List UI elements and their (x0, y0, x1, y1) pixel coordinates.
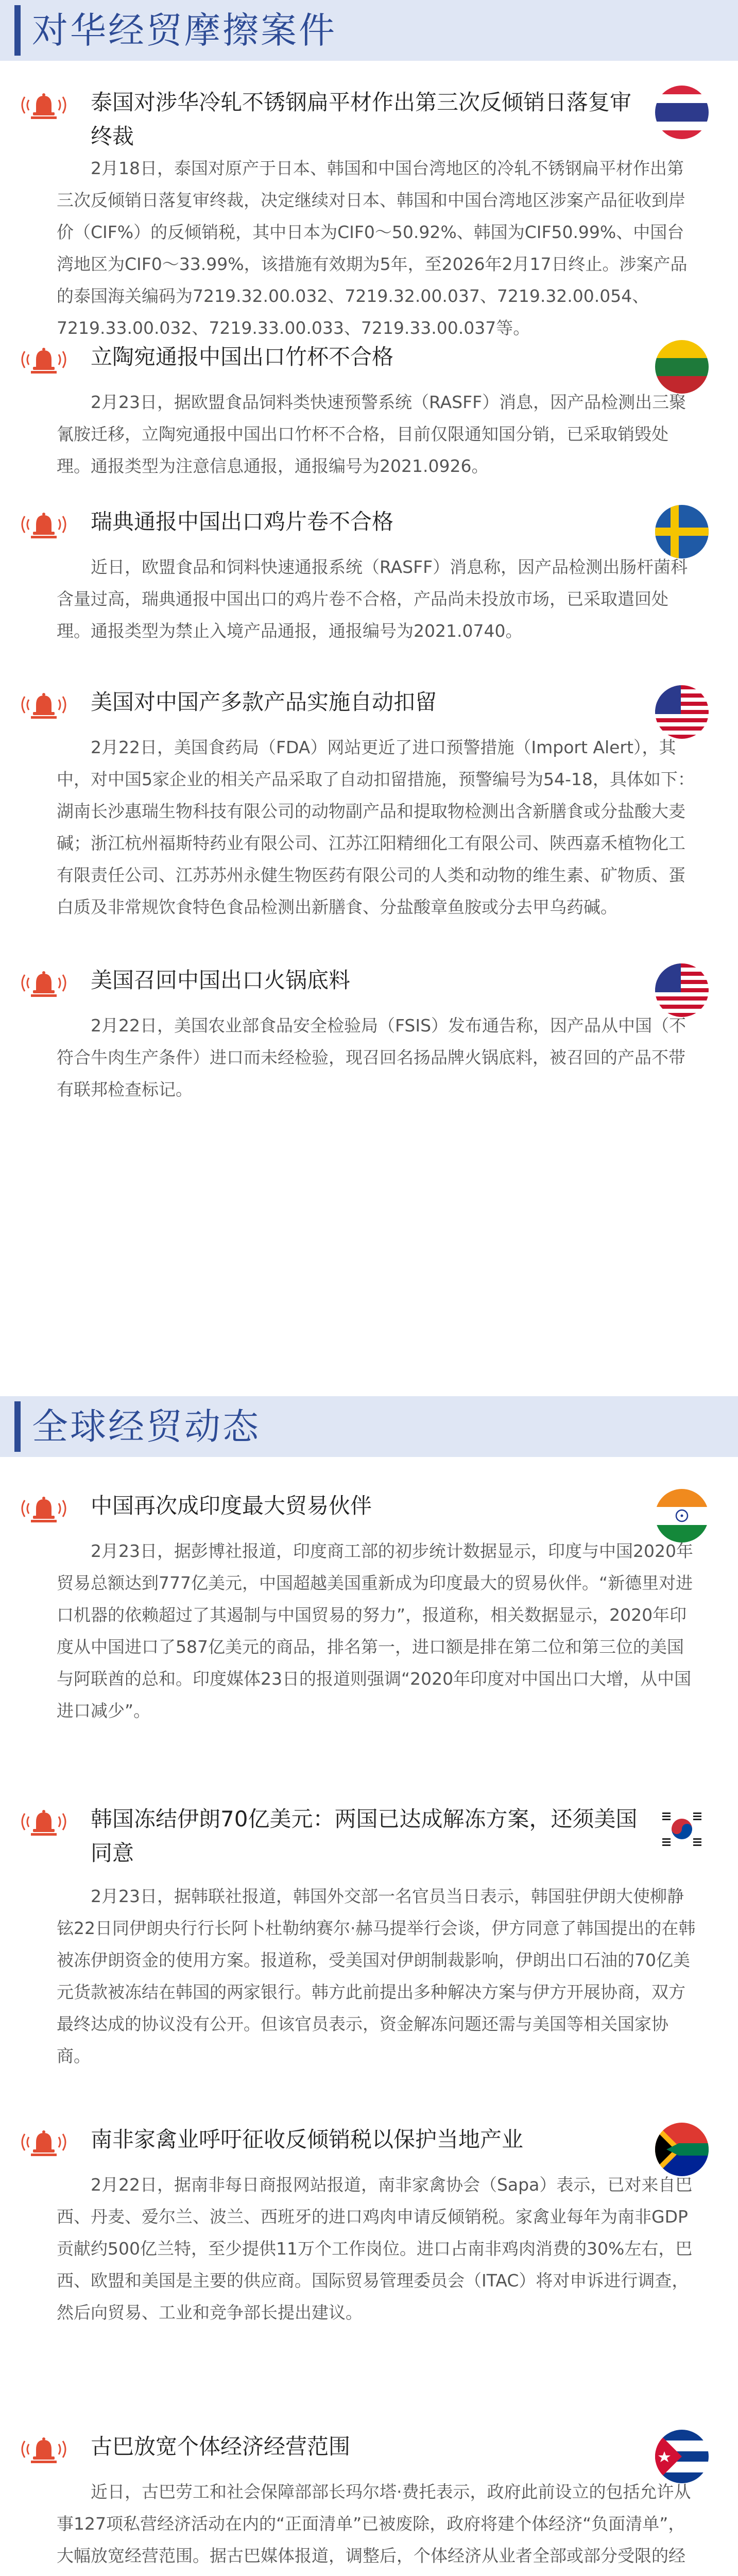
usa-flag-icon (655, 685, 709, 739)
section-header-bar (14, 5, 21, 56)
usa-flag-icon (655, 963, 709, 1017)
alarm-bell-icon (15, 344, 72, 375)
thailand-flag-icon (655, 86, 709, 139)
section-header-trade-friction (0, 0, 738, 61)
alarm-bell-icon (15, 90, 72, 121)
section-title: 对华经贸摩擦案件 (32, 9, 337, 52)
lithuania-flag-icon (655, 340, 709, 394)
news-body: 近日，古巴劳工和社会保障部部长玛尔塔·费托表示，政府此前设立的包括允许从事127项私营经济活动在内的“正面清单”已被废除，政府将建个体经济“负面清单”，大幅放宽经营范围。据古巴媒体报道，调整后，个体经济从业者全部或部分受限的经 (57, 2482, 691, 2566)
alarm-bell-icon (15, 2434, 72, 2465)
news-item (0, 86, 738, 338)
news-item (0, 505, 738, 641)
alarm-bell-icon (15, 1806, 72, 1837)
india-flag-icon (655, 1489, 709, 1543)
news-item (0, 1489, 738, 1721)
news-body: 2月22日，美国农业部食品安全检验局（FSIS）发布通告称，因产品从中国（不符合牛肉生产条件）进口而未经检验，现召回名扬品牌火锅底料，被召回的产品不带有联邦检查标记。 (57, 1015, 686, 1099)
news-item (0, 340, 738, 476)
news-body: 2月22日，美国食药局（FDA）网站更近了进口预警措施（Import Alert），其中，对中国5家企业的相关产品采取了自动扣留措施，预警编号为54-18，具体如下：湖南长沙惠瑞生物科技有限公司的动物副产品和提取物检测出含新膳食或分盐酸大麦碱；浙江杭州福斯特药业有限公司、江苏江阳精细化工有限公司、陕西嘉禾植物化工有限责任公司、江苏苏州永健生物医药有限公司的人类和动物的维生素、矿物质、蛋白质及非常规饮食特色食品检测出新膳食、分盐酸章鱼胺或分去甲乌药碱。 (57, 737, 695, 917)
korea-flag-icon (655, 1802, 709, 1856)
news-title: 瑞典通报中国出口鸡片卷不合格 (91, 509, 394, 534)
alarm-bell-icon (15, 968, 72, 998)
news-body: 2月18日，泰国对原产于日本、韩国和中国台湾地区的冷轧不锈钢扁平材作出第三次反倾销日落复审终裁，决定继续对日本、韩国和中国台湾地区涉案产品征收到岸价（CIF%）的反倾销税，其中日本为CIF0～50.92%、韩国为CIF50.99%、中国台湾地区为CIF0～33.99%，该措施有效期为5年，至2026年2月17日终止。涉案产品的泰国海关编码为7219.32.00.032、7219.32.00.037、7219.32.00.054、7219.33.00.032、7219.33.00.033、7219.33.00.037等。 (57, 158, 688, 338)
news-title: 立陶宛通报中国出口竹杯不合格 (91, 344, 394, 369)
news-body: 2月23日，据韩联社报道，韩国外交部一名官员当日表示，韩国驻伊朗大使柳静铉22日同伊朗央行行长阿卜杜勒纳赛尔·赫马提举行会谈，伊方同意了韩国提出的在韩被冻伊朗资金的使用方案。报道称，受美国对伊朗制裁影响，伊朗出口石油的70亿美元货款被冻结在韩国的两家银行。韩方此前提出多种解决方案与伊方开展协商，双方最终达成的协议没有公开。但该官员表示，资金解冻问题还需与美国等相关国家协商。 (57, 1886, 696, 2066)
news-title: 韩国冻结伊朗70亿美元：两国已达成解冻方案，还须美国同意 (91, 1806, 638, 1866)
news-body: 2月23日，据彭博社报道，印度商工部的初步统计数据显示，印度与中国2020年贸易总额达到777亿美元，中国超越美国重新成为印度最大的贸易伙伴。“新德里对进口机器的依赖超过了其遏制与中国贸易的努力”，报道称，相关数据显示，2020年印度从中国进口了587亿美元的商品，排名第一，进口额是排在第二位和第三位的美国与阿联酋的总和。印度媒体23日的报道则强调“2020年印度对中国出口大增，从中国进口减少”。 (57, 1541, 693, 1721)
cuba-flag-icon (655, 2430, 709, 2483)
alarm-bell-icon (15, 509, 72, 540)
news-item (0, 963, 738, 1099)
news-body: 2月23日，据欧盟食品饲料类快速预警系统（RASFF）消息，因产品检测出三聚氰胺迁移，立陶宛通报中国出口竹杯不合格，目前仅限通知国分销，已采取销毁处理。通报类型为注意信息通报，通报编号为2021.0926。 (57, 392, 686, 476)
alarm-bell-icon (15, 1493, 72, 1524)
news-body: 近日，欧盟食品和饲料快速通报系统（RASFF）消息称，因产品检测出肠杆菌科含量过高，瑞典通报中国出口的鸡片卷不合格，产品尚未投放市场，已采取遣回处理。通报类型为禁止入境产品通报，通报编号为2021.0740。 (57, 557, 688, 641)
news-title: 古巴放宽个体经济经营范围 (91, 2434, 351, 2459)
news-item (0, 1802, 738, 2066)
sweden-flag-icon (655, 505, 709, 558)
news-item (0, 2430, 738, 2566)
section-header-bar (14, 1401, 21, 1452)
news-title: 中国再次成印度最大贸易伙伴 (91, 1493, 372, 1518)
south-africa-flag-icon (655, 2123, 709, 2176)
section-title: 全球经贸动态 (32, 1405, 261, 1448)
news-title: 南非家禽业呼吁征收反倾销税以保护当地产业 (91, 2127, 524, 2152)
news-body: 2月22日，据南非每日商报网站报道，南非家禽协会（Sapa）表示，已对来自巴西、丹麦、爱尔兰、波兰、西班牙的进口鸡肉申请反倾销税。家禽业每年为南非GDP贡献约500亿兰特，至少提供11万个工作岗位。进口占南非鸡肉消费的30%左右，巴西、欧盟和美国是主要的供应商。国际贸易管理委员会（ITAC）将对申诉进行调查，然后向贸易、工业和竞争部长提出建议。 (57, 2175, 693, 2323)
news-item (0, 2123, 738, 2323)
news-title: 美国对中国产多款产品实施自动扣留 (91, 689, 437, 715)
news-title: 美国召回中国出口火锅底料 (91, 968, 351, 993)
section-header-global-trade (0, 1396, 738, 1457)
news-title: 泰国对涉华冷轧不锈钢扁平材作出第三次反倾销日落复审终裁 (91, 90, 632, 149)
news-item (0, 685, 738, 917)
alarm-bell-icon (15, 689, 72, 720)
alarm-bell-icon (15, 2127, 72, 2158)
